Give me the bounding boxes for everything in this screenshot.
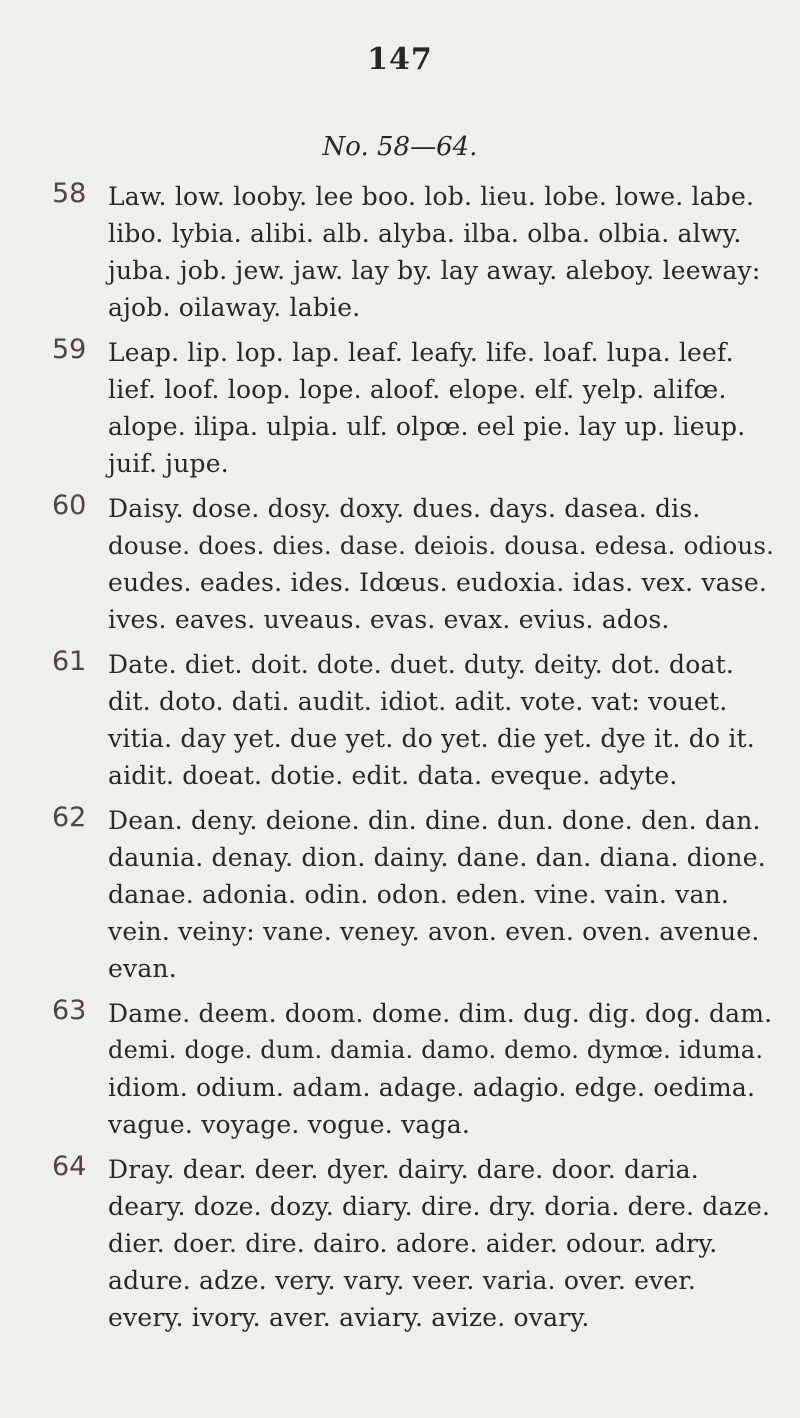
entry-line: dier. doer. dire. dairo. adore. aider. odour. adry. — [108, 1229, 718, 1258]
entry-61 — [52, 646, 776, 794]
entry-60 — [52, 490, 776, 638]
entry-line: Dray. dear. deer. dyer. dairy. dare. door. daria. — [108, 1155, 699, 1184]
entry-line: deary. doze. dozy. diary. dire. dry. doria. dere. daze. — [108, 1192, 771, 1221]
entry-line: Law. low. looby. lee boo. lob. lieu. lobe. lowe. labe. — [108, 182, 755, 211]
entry-line: Date. diet. doit. dote. duet. duty. deity. dot. doat. — [108, 650, 734, 679]
page-number: 147 — [367, 42, 433, 77]
entry-line: ives. eaves. uveaus. evas. evax. evius. ados. — [108, 605, 670, 634]
entry-64 — [52, 1151, 776, 1336]
entry-number: 58 — [52, 178, 87, 209]
entry-line: Leap. lip. lop. lap. leaf. leafy. life. loaf. lupa. leef. — [108, 338, 734, 367]
entry-line: Dean. deny. deione. din. dine. dun. done. den. dan. — [108, 806, 761, 835]
entry-line: libo. lybia. alibi. alb. alyba. ilba. olba. olbia. alwy. — [108, 219, 742, 248]
entry-number: 64 — [52, 1151, 87, 1182]
entry-line: evan. — [108, 954, 177, 983]
entry-number: 61 — [52, 646, 87, 677]
entry-line: adure. adze. very. vary. veer. varia. over. ever. — [108, 1266, 696, 1295]
entry-line: alope. ilipa. ulpia. ulf. olpœ. eel pie. lay up. lieup. — [108, 412, 746, 441]
entry-line: Daisy. dose. dosy. doxy. dues. days. dasea. dis. — [108, 494, 701, 523]
entry-number: 63 — [52, 995, 87, 1026]
entry-line: juba. job. jew. jaw. lay by. lay away. aleboy. leeway: — [108, 256, 761, 285]
entry-number: 62 — [52, 802, 87, 833]
entry-58 — [52, 178, 776, 326]
entry-line: demi. doge. dum. damia. damo. demo. dymœ. iduma. — [108, 1036, 764, 1064]
entry-line: vein. veiny: vane. veney. avon. even. oven. avenue. — [108, 917, 760, 946]
section-heading: No. 58—64. — [322, 132, 478, 162]
entry-number: 59 — [52, 334, 87, 365]
entry-line: idiom. odium. adam. adage. adagio. edge. oedima. — [108, 1073, 756, 1102]
entry-line: vague. voyage. vogue. vaga. — [108, 1110, 470, 1139]
entry-59 — [52, 334, 776, 482]
entry-line: Dame. deem. doom. dome. dim. dug. dig. dog. dam. — [108, 999, 773, 1028]
entry-line: douse. does. dies. dase. deiois. dousa. edesa. odious. — [108, 531, 775, 560]
entry-line: danae. adonia. odin. odon. eden. vine. vain. van. — [108, 880, 729, 909]
entry-line: aidit. doeat. dotie. edit. data. eveque. adyte. — [108, 761, 678, 790]
entry-line: lief. loof. loop. lope. aloof. elope. elf. yelp. alifœ. — [108, 375, 727, 404]
entry-line: eudes. eades. ides. Idœus. eudoxia. idas. vex. vase. — [108, 568, 767, 597]
entry-line: daunia. denay. dion. dainy. dane. dan. diana. dione. — [108, 843, 766, 872]
entry-63 — [52, 995, 776, 1143]
entry-line: juif. jupe. — [108, 449, 229, 478]
entry-list — [52, 178, 776, 1344]
entry-line: dit. doto. dati. audit. idiot. adit. vote. vat: vouet. — [108, 687, 728, 716]
entry-number: 60 — [52, 490, 87, 521]
entry-line: every. ivory. aver. aviary. avize. ovary. — [108, 1303, 590, 1332]
entry-line: vitia. day yet. due yet. do yet. die yet. dye it. do it. — [108, 724, 755, 753]
entry-62 — [52, 802, 776, 987]
entry-line: ajob. oilaway. labie. — [108, 293, 361, 322]
